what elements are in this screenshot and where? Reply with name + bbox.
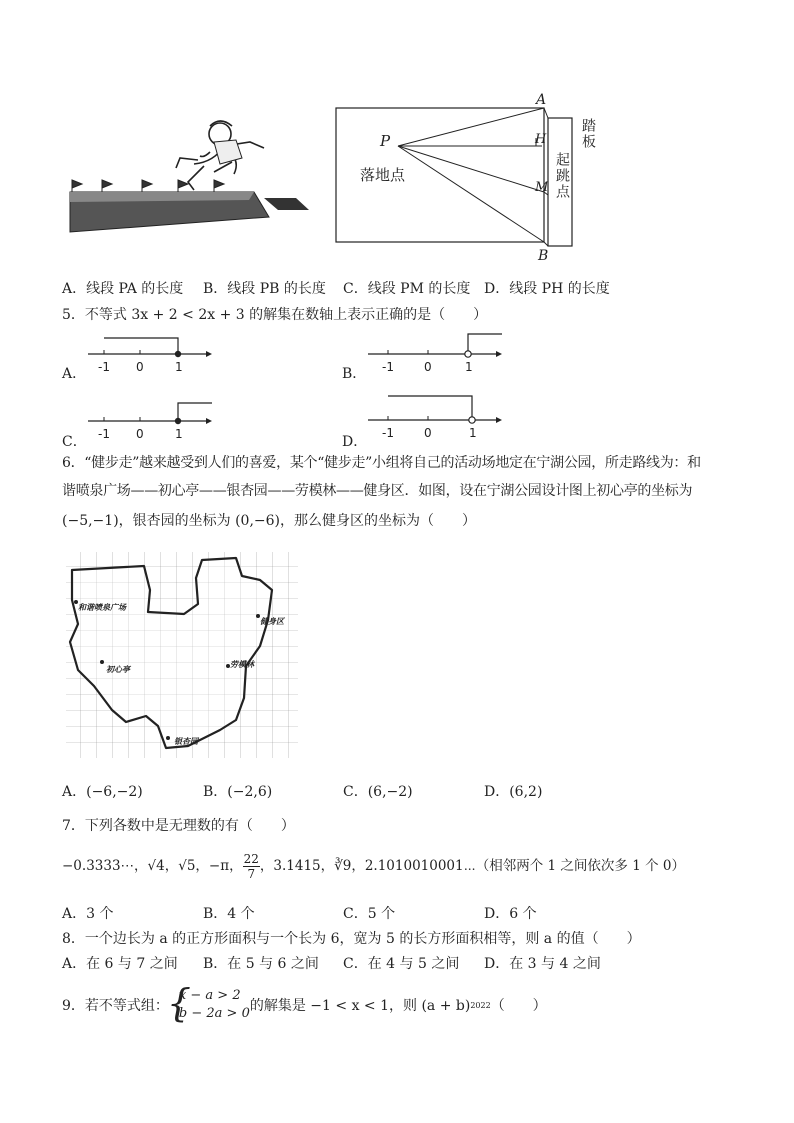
q5-option-b-label[interactable]: B．	[342, 366, 367, 382]
map-label-labor: 劳模林	[230, 660, 254, 669]
q5-numberline-c[interactable]	[88, 397, 213, 447]
inequality-2: b − 2a > 0	[178, 1006, 250, 1021]
tick-label: -1	[382, 360, 394, 374]
q4-option-d[interactable]: D．线段 PH 的长度	[484, 281, 610, 297]
tick-label: 0	[136, 427, 144, 441]
q5-option-d-label[interactable]: D．	[342, 434, 368, 450]
label-takeoff-board: 踏板	[580, 118, 596, 150]
tick-label: 0	[424, 426, 432, 440]
q4-option-a[interactable]: A．线段 PA 的长度	[62, 281, 184, 297]
tick-label: 1	[469, 426, 477, 440]
q6-option-b[interactable]: B．(−2,6)	[203, 784, 273, 800]
q8-option-a[interactable]: A．在 6 与 7 之间	[62, 956, 178, 972]
tick-label: 0	[136, 360, 144, 374]
q8-option-d[interactable]: D．在 3 与 4 之间	[484, 956, 601, 972]
q6-option-c[interactable]: C．(6,−2)	[343, 784, 413, 800]
label-landing-point: 落地点	[360, 166, 406, 184]
q6-option-a[interactable]: A．(−6,−2)	[62, 784, 143, 800]
q5-numberline-b[interactable]	[368, 330, 508, 380]
q8-option-c[interactable]: C．在 4 与 5 之间	[343, 956, 460, 972]
q7-option-b[interactable]: B．4 个	[203, 906, 255, 922]
q7-numbers-part1: −0.3333⋯，√4，√5，−π，	[62, 858, 243, 874]
q9-suffix: 的解集是 −1 < x < 1，则 (a + b)	[249, 998, 471, 1014]
tick-label: 0	[424, 360, 432, 374]
q8-stem: 8．一个边长为 a 的正方形面积与一个长为 6，宽为 5 的长方形面积相等，则 a 的值（ ）	[62, 931, 641, 947]
tick-label: -1	[98, 360, 110, 374]
q6-stem-line3: (−5,−1)，银杏园的坐标为 (0,−6)，那么健身区的坐标为（ ）	[62, 513, 477, 529]
q7-number-list	[62, 852, 685, 881]
q8-option-b[interactable]: B．在 5 与 6 之间	[203, 956, 319, 972]
q5-option-a-label[interactable]: A．	[62, 366, 87, 382]
map-label-pavilion: 初心亭	[106, 665, 130, 674]
q9-tail: （ ）	[490, 998, 547, 1014]
map-label-fountain: 和谐喷泉广场	[78, 603, 126, 612]
q7-option-c[interactable]: C．5 个	[343, 906, 396, 922]
q6-stem-line1: 6．“健步走”越来越受到人们的喜爱，某个“健步走”小组将自己的活动场地定在宁湖公园，所走路线为：和	[62, 455, 701, 471]
q7-option-a[interactable]: A．3 个	[62, 906, 114, 922]
q4-option-c[interactable]: C．线段 PM 的长度	[343, 281, 471, 297]
tick-label: 1	[175, 427, 183, 441]
q5-stem: 5．不等式 3x + 2 < 2x + 3 的解集在数轴上表示正确的是（ ）	[62, 307, 488, 323]
map-label-fitness: 健身区	[260, 617, 284, 626]
label-A: A	[536, 92, 547, 108]
q6-option-d[interactable]: D．(6,2)	[484, 784, 543, 800]
label-takeoff-point: 起跳点	[554, 152, 570, 200]
q7-stem: 7．下列各数中是无理数的有（ ）	[62, 818, 295, 834]
q9-exponent: 2022	[470, 1000, 491, 1010]
q5-numberline-d[interactable]	[368, 390, 508, 446]
park-map	[64, 550, 300, 760]
jump-geometry-diagram	[330, 92, 610, 270]
map-label-ginkgo: 银杏园	[174, 737, 198, 746]
tick-label: -1	[382, 426, 394, 440]
tick-label: 1	[465, 360, 473, 374]
q5-numberline-a[interactable]	[88, 330, 213, 380]
q9-prefix: 9．若不等式组：	[62, 998, 169, 1014]
label-H: H	[535, 132, 547, 147]
q4-option-b[interactable]: B．线段 PB 的长度	[203, 281, 326, 297]
q6-stem-line2: 谐喷泉广场——初心亭——银杏园——劳模林——健身区．如图，设在宁湖公园设计图上初心亭的坐标为	[62, 483, 693, 499]
q7-option-d[interactable]: D．6 个	[484, 906, 537, 922]
inequality-system	[169, 987, 250, 1023]
label-P: P	[380, 132, 391, 150]
label-B: B	[538, 248, 549, 264]
tick-label: -1	[98, 427, 110, 441]
q7-numbers-part2: ，3.1415，∛9，2.1010010001⋯（相邻两个 1 之间依次多 1 个 0）	[259, 858, 685, 874]
fraction-22-7: $\frac{22}{7}$	[243, 852, 259, 881]
inequality-1: { x − a > 2	[178, 988, 241, 1003]
tick-label: 1	[175, 360, 183, 374]
long-jump-illustration	[64, 112, 314, 242]
q5-option-c-label[interactable]: C．	[62, 434, 87, 450]
label-M: M	[535, 180, 549, 195]
q9-stem	[62, 985, 547, 1025]
